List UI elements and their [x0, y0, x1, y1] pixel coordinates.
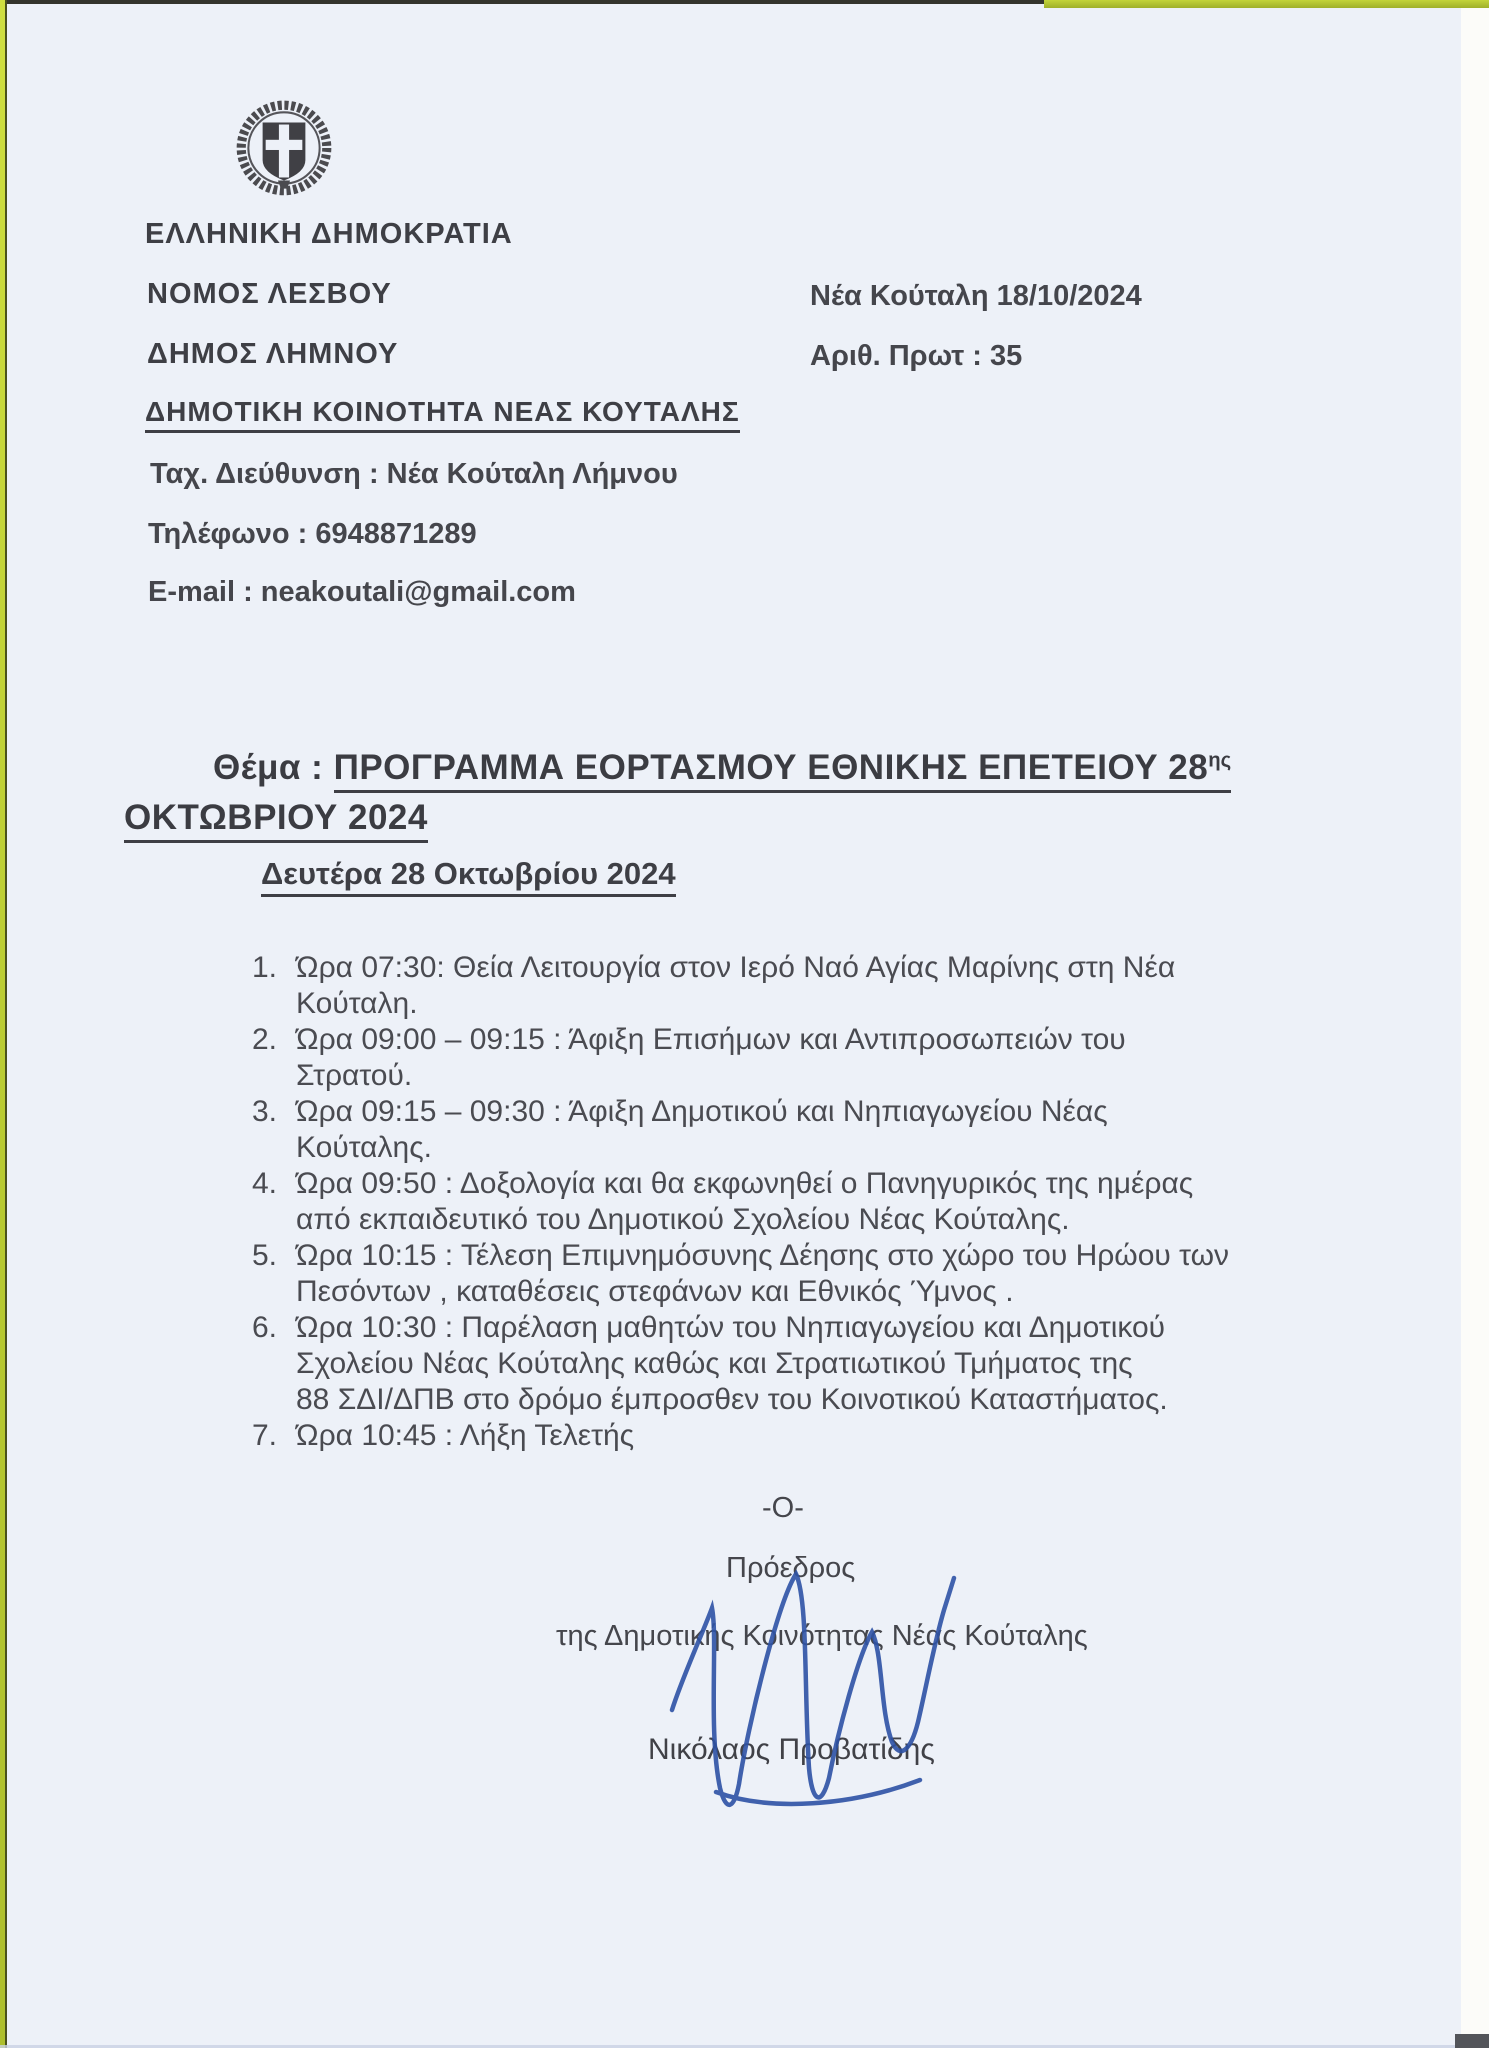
item-text: Ώρα 09:50 : Δοξολογία και θα εκφωνηθεί ο Πανηγυρικός της ημέρας από εκπαιδευτικό του Δημοτικού Σχολείου Νέας Κούταλης.: [296, 1167, 1194, 1236]
header-email: E-mail : neakoutali@gmail.com: [148, 576, 576, 608]
schedule-item-7: [252, 1418, 1302, 1454]
schedule-item-3: [252, 1094, 1302, 1166]
item-number: 6.: [252, 1311, 278, 1344]
schedule-item-4: [252, 1166, 1302, 1238]
place-and-date: Νέα Κούταλη 18/10/2024: [810, 280, 1142, 312]
signer-title: Πρόεδρος: [726, 1552, 856, 1584]
schedule-item-1: [252, 950, 1302, 1022]
item-number: 7.: [252, 1419, 278, 1452]
subject-line-1: [213, 748, 1231, 788]
item-text: Ώρα 10:30 : Παρέλαση μαθητών του Νηπιαγωγείου και Δημοτικού Σχολείου Νέας Κούταλης καθώς και Στρατιωτικού Τμήματος της 88 ΣΔΙ/ΔΠΒ στο δρόμο έμπροσθεν του Κοινοτικού Καταστήματος.: [296, 1311, 1168, 1416]
item-number: 2.: [252, 1023, 278, 1056]
header-community: ΔΗΜΟΤΙΚΗ ΚΟΙΝΟΤΗΤΑ ΝΕΑΣ ΚΟΥΤΑΛΗΣ: [145, 396, 740, 433]
header-address: Ταχ. Διεύθυνση : Νέα Κούταλη Λήμνου: [150, 458, 678, 490]
event-date-heading: Δευτέρα 28 Οκτωβρίου 2024: [261, 856, 676, 897]
scan-left-edge-shadow: [5, 0, 7, 2048]
signature-image: [620, 1560, 1040, 1830]
header-republic: ΕΛΛΗΝΙΚΗ ΔΗΜΟΚΡΑΤΙΑ: [145, 218, 513, 250]
schedule-item-5: [252, 1238, 1302, 1310]
signer-name: Νικόλαος Προβατίδης: [648, 1733, 935, 1766]
item-text: Ώρα 09:00 – 09:15 : Άφιξη Επισήμων και Αντιπροσωπειών του Στρατού.: [296, 1023, 1126, 1092]
scan-bottom-right-corner: [1455, 2034, 1489, 2048]
item-number: 3.: [252, 1095, 278, 1128]
schedule-item-6: [252, 1310, 1302, 1418]
header-phone: Τηλέφωνο : 6948871289: [148, 518, 477, 550]
item-text: Ώρα 10:15 : Τέλεση Επιμνημόσυνης Δέησης στο χώρο του Ηρώου των Πεσόντων , καταθέσεις στεφάνων και Εθνικός Ύμνος .: [296, 1239, 1230, 1308]
schedule-item-2: [252, 1022, 1302, 1094]
item-text: Ώρα 09:15 – 09:30 : Άφιξη Δημοτικού και Νηπιαγωγείου Νέας Κούταλης.: [296, 1095, 1108, 1164]
protocol-number: Αριθ. Πρωτ : 35: [810, 340, 1023, 372]
schedule-list: [252, 950, 1302, 1454]
subject-line-2: ΟΚΤΩΒΡΙΟΥ 2024: [124, 798, 428, 843]
scan-right-margin: [1461, 0, 1489, 2048]
closing-separator: -Ο-: [762, 1492, 804, 1524]
item-number: 1.: [252, 951, 278, 984]
item-text: Ώρα 10:45 : Λήξη Τελετής: [296, 1419, 635, 1452]
greek-coat-of-arms-icon: [233, 95, 335, 207]
subject-superscript: ης: [1208, 749, 1232, 772]
header-prefecture: ΝΟΜΟΣ ΛΕΣΒΟΥ: [147, 278, 392, 310]
scan-top-right-edge: [1044, 0, 1489, 8]
subject-label: Θέμα :: [213, 748, 334, 787]
item-number: 5.: [252, 1239, 278, 1272]
header-municipality: ΔΗΜΟΣ ΛΗΜΝΟΥ: [147, 338, 399, 370]
item-number: 4.: [252, 1167, 278, 1200]
item-text: Ώρα 07:30: Θεία Λειτουργία στον Ιερό Ναό Αγίας Μαρίνης στη Νέα Κούταλη.: [296, 951, 1176, 1020]
signer-subtitle: της Δημοτικής Κοινότητας Νέας Κούταλης: [556, 1620, 1088, 1652]
subject-title-part1: ΠΡΟΓΡΑΜΜΑ ΕΟΡΤΑΣΜΟΥ ΕΘΝΙΚΗΣ ΕΠΕΤΕΙΟΥ $28^{\eta\varsigma}$: [334, 748, 1232, 793]
